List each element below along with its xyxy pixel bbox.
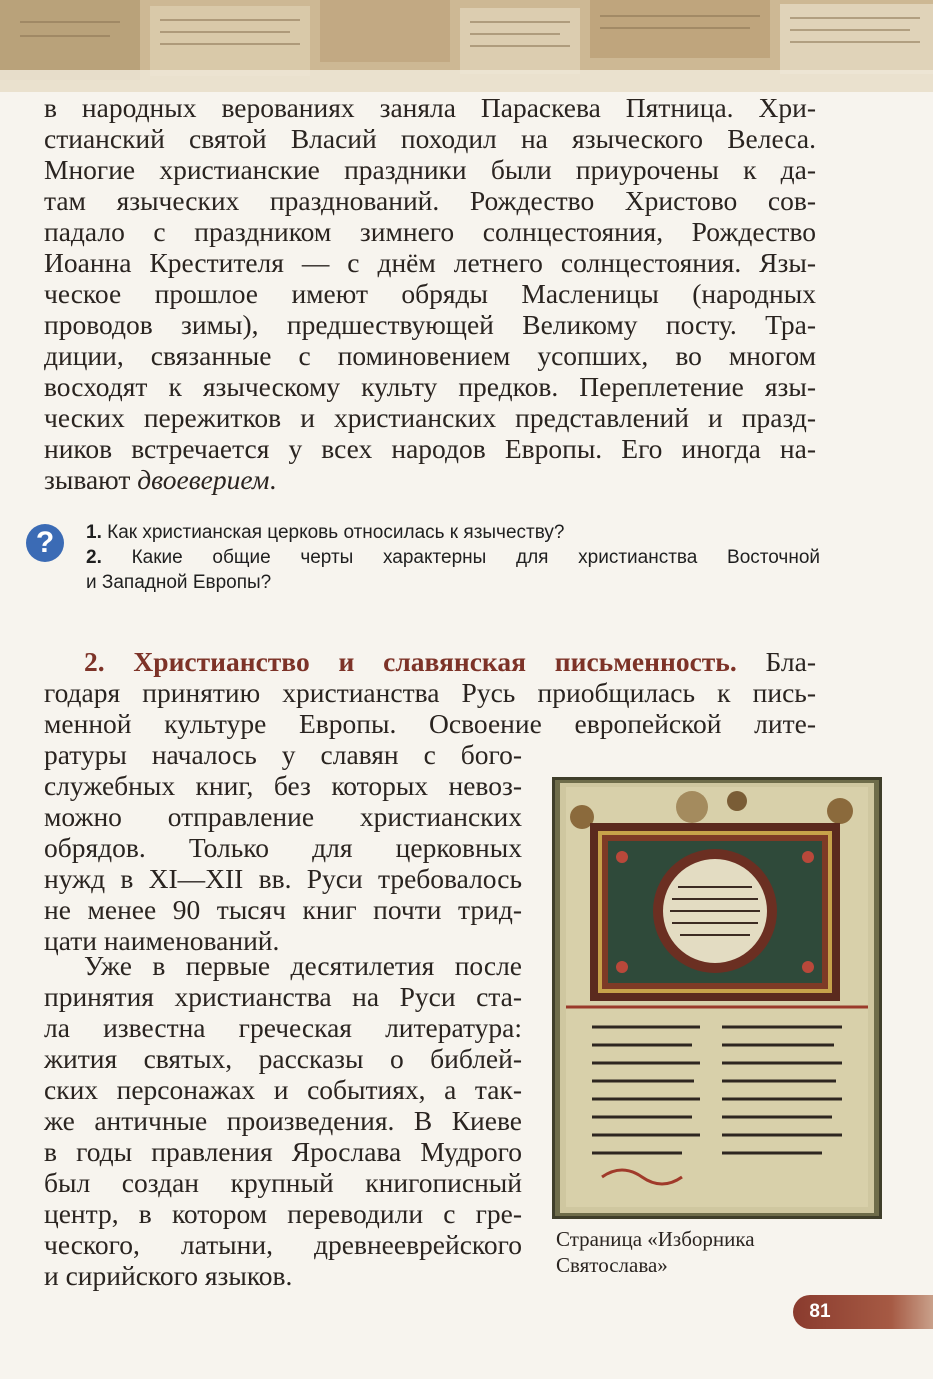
text-line: восходят к языческому культу предков. Переплетение язы-: [44, 371, 816, 402]
decorative-header-banner: [0, 0, 933, 92]
question-list: [86, 520, 820, 595]
text-line: можно отправление христианских: [44, 801, 522, 832]
section-2: [44, 646, 816, 739]
manuscript-collage-image: [0, 0, 933, 92]
text-line: цати наименований.: [44, 925, 280, 956]
text-line: нужд в XI—XII вв. Руси требовалось: [44, 863, 522, 894]
text-line: в народных верованиях заняла Параскева Пятница. Хри-: [44, 92, 816, 123]
text-fragment: Бла-: [765, 646, 817, 677]
text-fragment: зывают: [44, 464, 138, 495]
question-number: 1.: [86, 522, 102, 543]
text-line: обрядов. Только для церковных: [44, 832, 522, 863]
body-paragraph-3: [44, 950, 522, 1291]
text-line: там языческих празднований. Рождество Христово сов-: [44, 185, 816, 216]
text-line: центр, в котором переводили с гре-: [44, 1198, 522, 1229]
text-line: в годы правления Ярослава Мудрого: [44, 1136, 522, 1167]
text-line: ческое прошлое имеют обряды Масленицы (народных: [44, 278, 816, 309]
text-line: ников встречается у всех народов Европы. Его иногда на-: [44, 433, 816, 464]
text-fragment: .: [269, 464, 277, 495]
section-title: Христианство и славянская письменность.: [133, 646, 737, 677]
question-number: 2.: [86, 547, 102, 568]
text-fragment: Уже в первые десятилетия после: [84, 950, 522, 981]
text-line: менной культуре Европы. Освоение европейской лите-: [44, 708, 816, 739]
text-line: же античные произведения. В Киеве: [44, 1105, 522, 1136]
caption-line: Святослава»: [556, 1253, 668, 1277]
text-line: [44, 464, 816, 495]
text-line: не менее 90 тысяч книг почти трид-: [44, 894, 522, 925]
text-line: принятия христианства на Руси ста-: [44, 981, 522, 1012]
question-mark-icon: ?: [26, 524, 64, 562]
page-number: 81: [809, 1301, 831, 1322]
text-line: диции, связанные с поминовением усопших, во многом: [44, 340, 816, 371]
question-text: Как христианская церковь относилась к язычеству?: [107, 522, 565, 543]
text-line: служебных книг, без которых невоз-: [44, 770, 522, 801]
section-2-column-text: [44, 739, 522, 956]
term-italic: двоеверием: [137, 464, 270, 495]
text-line: жития святых, рассказы о библей-: [44, 1043, 522, 1074]
text-line: ратуры началось у славян с бого-: [44, 739, 522, 770]
section-heading-line: [44, 646, 816, 677]
manuscript-page-illustration: [552, 777, 882, 1219]
text-line: ла известна греческая литература:: [44, 1012, 522, 1043]
text-line: проводов зимы), предшествующей Великому посту. Тра-: [44, 309, 816, 340]
text-line: годаря принятию христианства Русь приобщилась к пись-: [44, 677, 816, 708]
question-item-2-continued: и Западной Европы?: [86, 572, 272, 593]
text-line: ческих пережитков и христианских представлений и празд-: [44, 402, 816, 433]
question-item-1: [86, 520, 820, 545]
text-line: Многие христианские праздники были приурочены к да-: [44, 154, 816, 185]
figure-caption: [556, 1226, 856, 1278]
section-number: 2.: [84, 646, 105, 677]
text-line: был создан крупный книгописный: [44, 1167, 522, 1198]
body-paragraph-1: [44, 92, 816, 495]
text-line: ских персонажах и событиях, а так-: [44, 1074, 522, 1105]
question-item-2: [86, 545, 820, 570]
text-line: Иоанна Крестителя — с днём летнего солнцестояния. Язы-: [44, 247, 816, 278]
text-line: и сирийского языков.: [44, 1260, 293, 1291]
text-line: стианский святой Власий походил на языческого Велеса.: [44, 123, 816, 154]
text-line: [44, 950, 522, 981]
question-text: Какие общие черты характерны для христианства Восточной: [131, 547, 821, 568]
caption-line: Страница «Изборника: [556, 1227, 755, 1251]
text-line: падало с праздником зимнего солнцестояния, Рождество: [44, 216, 816, 247]
izbornik-page-image: [552, 777, 882, 1219]
text-line: ческого, латыни, древнееврейского: [44, 1229, 522, 1260]
